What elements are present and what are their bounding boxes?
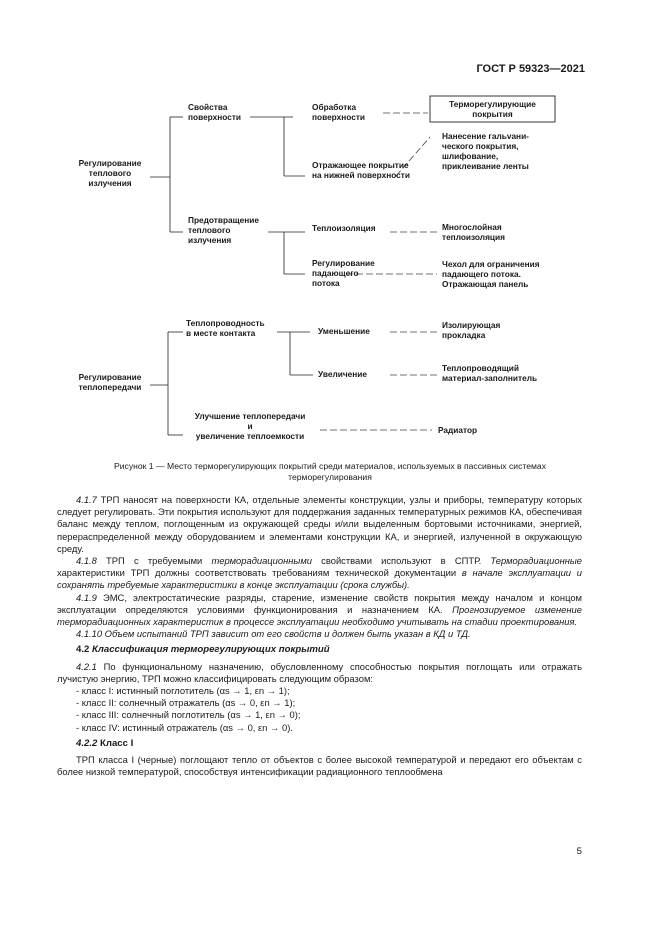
class-list-item: - класс III: солнечный поглотитель (αs → 1, εn → 0);	[76, 709, 301, 721]
node-incident-flux-control: Регулирование падающего потока	[312, 258, 375, 288]
section-4-2-2-heading: 4.2.2 Класс I	[76, 737, 134, 749]
node-decrease: Уменьшение	[318, 326, 370, 336]
document-code: ГОСТ Р 59323—2021	[476, 63, 585, 75]
node-surface-treatment: Обработка поверхности	[312, 102, 366, 122]
node-surface-properties: Свойства поверхности	[188, 102, 242, 122]
class-list-item: - класс II: солнечный отражатель (αs → 0, εn → 1);	[76, 697, 296, 709]
node-insulating-gasket: Изолирующая прокладка	[442, 320, 501, 340]
paragraph-4-1-9: 4.1.9 ЭМС, электростатические разряды, старение, изменение свойств покрытия между началом и концом эксплуатации определяются условиями функционирования и назначением КА. Прогнозируемое изменение терморадиационных характеристик в процессе эксплуатации необходимо учитывать на стадии проектирования.	[57, 591, 582, 628]
section-4-2-heading: 4.2 Классификация терморегулирующих покрытий	[76, 644, 330, 656]
node-conductive-filler: Теплопроводящий материал-заполнитель	[442, 363, 538, 383]
node-thermal-insulation: Теплоизоляция	[312, 223, 376, 233]
class-list-item: - класс I: истинный поглотитель (αs → 1, εn → 1);	[76, 685, 290, 697]
node-thermal-control-coatings: Терморегулирующие покрытия	[449, 99, 536, 119]
node-radiation-prevention: Предотвращение теплового излучения	[188, 215, 259, 245]
document-body	[57, 494, 582, 778]
paragraph-4-1-10: 4.1.10 Объем испытаний ТРП зависит от его свойств и должен быть указан в КД и ТД.	[76, 628, 471, 640]
node-radiator: Радиатор	[438, 425, 478, 435]
node-heat-transfer-control: Регулирование теплопередачи	[78, 372, 142, 392]
node-multilayer-insulation: Многослойная теплоизоляция	[442, 222, 505, 242]
node-increase: Увеличение	[318, 369, 367, 379]
node-reflective-coating-lower: Отражающее покрытие на нижней поверхности	[312, 160, 410, 180]
node-contact-conductivity: Теплопроводность в месте контакта	[186, 318, 265, 338]
paragraph-4-1-8: 4.1.8 ТРП с требуемыми терморадиационными свойствами используют в СПТР. Терморадиационные характеристики ТРП должны соответствовать требованиям технической документации в начале эксплуатации и сохранять требуемые характеристики в конце эксплуатации (срока службы).	[57, 555, 583, 591]
node-flux-cover: Чехол для ограничения падающего потока. Отражающая панель	[442, 259, 540, 289]
page-number: 5	[576, 846, 582, 857]
class-list-item: - класс IV: истинный отражатель (αs → 0, εn → 0).	[76, 721, 293, 733]
node-heat-transfer-improvement: Улучшение теплопередачи и увеличение теплоемкости	[194, 411, 306, 441]
node-thermal-radiation-control: Регулирование теплового излучения	[78, 158, 142, 188]
node-galvanic-coating: Нанесение гальvани- ческого покрытия, шлифование, приклеивание ленты	[442, 131, 529, 171]
paragraph-4-2-1: 4.2.1 По функциональному назначению, обусловленному способностью покрытия поглощать или отражать лучистую энергию, ТРП можно классифицировать следующим образом:	[57, 660, 582, 684]
figure-caption: Рисунок 1 — Место терморегулирующих покрытий среди материалов, используемых в пассивных системах терморегулирования	[114, 461, 546, 482]
paragraph-4-1-7: 4.1.7 ТРП наносят на поверхности КА, отдельные элементы конструкции, узлы и приборы, температуру которых следует регулировать. Эти покрытия используют для поддержания заданных температурных режимов КА, обеспечивая баланс между теплом, поглощенным из окружающей среды и/или выделенным бортовыми источниками, энергией, перераспределенной между оборудованием и элементами конструкции КА, и энергией, излученной в окружающую среду.	[57, 494, 582, 554]
paragraph-4-2-2: ТРП класса I (черные) поглощают тепло от объектов с более высокой температурой и передают его объектам с более низкой температурой, способствуя интенсификации радиационного теплообмена	[57, 754, 582, 778]
